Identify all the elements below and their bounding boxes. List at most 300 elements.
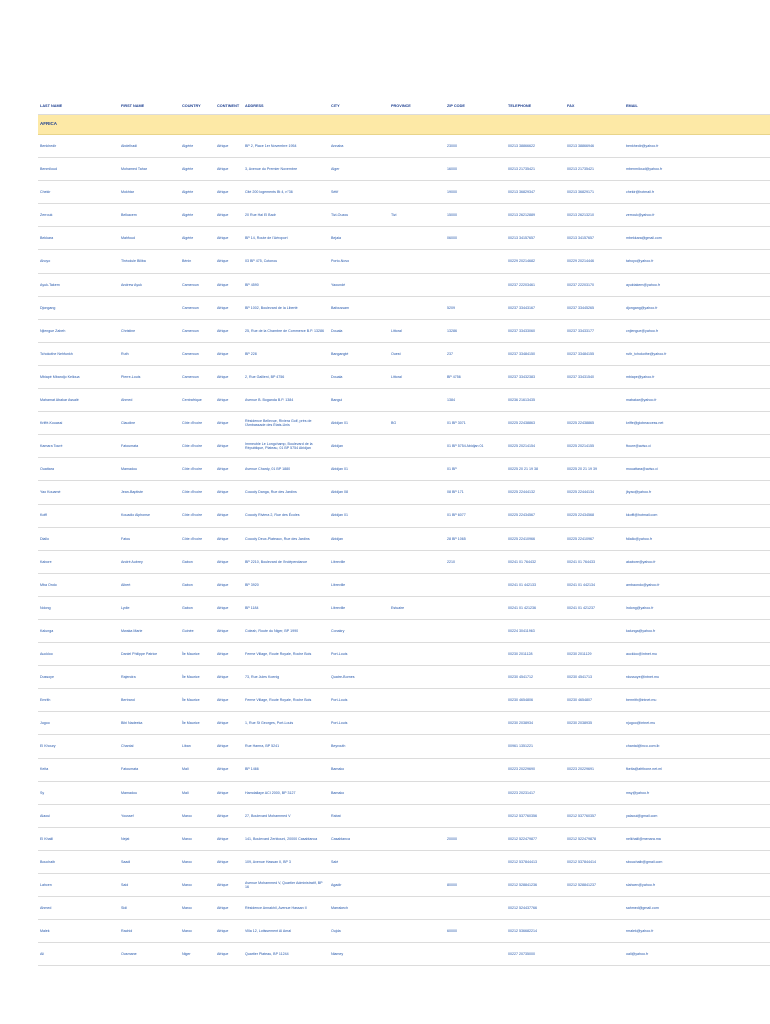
cell-province: [389, 527, 445, 550]
cell-country: Cameroun: [180, 342, 215, 365]
cell-continent: Afrique: [215, 435, 243, 458]
table-row: [38, 874, 770, 897]
cell-last-name: Auckloo: [38, 643, 119, 666]
cell-address: Immeuble Le Longchamp, Boulevard de la République, Plateau, 01 BP 5754 Abidjan: [243, 435, 329, 458]
cell-city: Abidjan: [329, 527, 389, 550]
cell-telephone: 00237 33432383: [506, 365, 565, 388]
cell-telephone: 00230 2011128: [506, 643, 565, 666]
cell-address: Avenue Mohammed V, Quartier Administratif, BP 16: [243, 874, 329, 897]
cell-continent: Afrique: [215, 874, 243, 897]
table-row: [38, 689, 770, 712]
cell-continent: Afrique: [215, 204, 243, 227]
cell-last-name: Diallo: [38, 527, 119, 550]
cell-first-name: Sidi: [119, 897, 180, 920]
cell-address: 03 BP 475, Cotonou: [243, 250, 329, 273]
cell-last-name: Tchokothe Nehfunkh: [38, 342, 119, 365]
cell-zip-code: 237: [445, 342, 506, 365]
cell-continent: Afrique: [215, 319, 243, 342]
cell-address: Ferme Village, Route Royale, Roche Bois: [243, 643, 329, 666]
cell-last-name: Koffi: [38, 504, 119, 527]
cell-fax: 00237 33484155: [565, 342, 624, 365]
contacts-table: [38, 98, 770, 966]
cell-first-name: Mohamed Tahar: [119, 158, 180, 181]
cell-continent: Afrique: [215, 943, 243, 966]
cell-first-name: Bibi Nadeeka: [119, 712, 180, 735]
cell-province: BG: [389, 412, 445, 435]
cell-zip-code: [445, 273, 506, 296]
cell-email: tahoyo@yahoo.fr: [624, 250, 770, 273]
table-row: [38, 943, 770, 966]
cell-province: [389, 804, 445, 827]
cell-zip-code: 08 BP 171: [445, 481, 506, 504]
cell-last-name: Keita: [38, 758, 119, 781]
cell-fax: 00223 20229691: [565, 758, 624, 781]
cell-address: BP 1002, Boulevard de la Liberté: [243, 296, 329, 319]
header-city: CITY: [329, 98, 389, 115]
cell-telephone: 00241 01 442133: [506, 573, 565, 596]
cell-address: BP 4590: [243, 273, 329, 296]
cell-address: 2, Rue Gallieni, BP 4756: [243, 365, 329, 388]
cell-country: Maroc: [180, 827, 215, 850]
cell-telephone: 00213 38866622: [506, 135, 565, 158]
table-row: [38, 181, 770, 204]
cell-fax: 00213 38866946: [565, 135, 624, 158]
cell-first-name: Saadi: [119, 850, 180, 873]
cell-last-name: Kalunga: [38, 619, 119, 642]
table-row: [38, 365, 770, 388]
table-row: [38, 850, 770, 873]
cell-fax: 00237 22203170: [565, 273, 624, 296]
cell-address: 1, Rue St Georges, Port-Louis: [243, 712, 329, 735]
cell-telephone: 00225 22438863: [506, 412, 565, 435]
cell-zip-code: [445, 897, 506, 920]
cell-address: BP 1466: [243, 758, 329, 781]
cell-last-name: Benmiloud: [38, 158, 119, 181]
cell-first-name: Said: [119, 874, 180, 897]
cell-fax: 00225 22434568: [565, 504, 624, 527]
cell-telephone: 00227 20735000: [506, 943, 565, 966]
cell-zip-code: [445, 735, 506, 758]
cell-last-name: Chekir: [38, 181, 119, 204]
cell-email: lndong@yahoo.fr: [624, 596, 770, 619]
cell-continent: Afrique: [215, 135, 243, 158]
cell-fax: 00229 20214446: [565, 250, 624, 273]
cell-first-name: Pierre-Louis: [119, 365, 180, 388]
cell-province: [389, 758, 445, 781]
cell-email: fkeita@afribone.net.ml: [624, 758, 770, 781]
cell-fax: [565, 735, 624, 758]
cell-continent: Afrique: [215, 550, 243, 573]
cell-country: Bénin: [180, 250, 215, 273]
cell-zip-code: BP 4756: [445, 365, 506, 388]
cell-city: Quatre-Bornes: [329, 666, 389, 689]
cell-country: Côte d'Ivoire: [180, 412, 215, 435]
cell-zip-code: 80000: [445, 874, 506, 897]
cell-province: [389, 550, 445, 573]
cell-telephone: 00213 21735421: [506, 158, 565, 181]
cell-continent: Afrique: [215, 712, 243, 735]
cell-address: Avenue B. Boganda B.P. 1384: [243, 389, 329, 412]
cell-telephone: 00229 20214682: [506, 250, 565, 273]
cell-first-name: Abdelhadi: [119, 135, 180, 158]
cell-email: sahmed@gmail.com: [624, 897, 770, 920]
cell-address: Cocody Danga, Rue des Jardins: [243, 481, 329, 504]
cell-city: Bamako: [329, 781, 389, 804]
cell-country: Gabon: [180, 596, 215, 619]
cell-city: Conakry: [329, 619, 389, 642]
cell-zip-code: 20000: [445, 827, 506, 850]
cell-last-name: Kriffé-Kouassi: [38, 412, 119, 435]
cell-email: mbekkara@gmail.com: [624, 227, 770, 250]
cell-country: Niger: [180, 943, 215, 966]
cell-fax: 00230 4654807: [565, 689, 624, 712]
cell-first-name: Lydie: [119, 596, 180, 619]
cell-province: [389, 689, 445, 712]
cell-email: akabore@yahoo.fr: [624, 550, 770, 573]
cell-fax: 00212 537760357: [565, 804, 624, 827]
cell-country: Algérie: [180, 158, 215, 181]
cell-address: Hamdallaye ACI 2000, BP 3127: [243, 781, 329, 804]
cell-province: [389, 666, 445, 689]
cell-telephone: 00225 22434567: [506, 504, 565, 527]
cell-zip-code: [445, 619, 506, 642]
cell-last-name: Ahoyo: [38, 250, 119, 273]
cell-city: Oujda: [329, 920, 389, 943]
table-row: [38, 666, 770, 689]
cell-email: msy@yahoo.fr: [624, 781, 770, 804]
cell-first-name: Kouadio Alphonse: [119, 504, 180, 527]
cell-telephone: 00213 34157657: [506, 227, 565, 250]
cell-fax: [565, 619, 624, 642]
cell-email: ambaondo@yahoo.fr: [624, 573, 770, 596]
cell-zip-code: 5209: [445, 296, 506, 319]
cell-fax: 00213 26213210: [565, 204, 624, 227]
region-row: [38, 115, 770, 135]
cell-last-name: Kabore: [38, 550, 119, 573]
cell-zip-code: [445, 573, 506, 596]
cell-continent: Afrique: [215, 666, 243, 689]
cell-first-name: Mamadou: [119, 781, 180, 804]
cell-fax: 00213 21735421: [565, 158, 624, 181]
cell-last-name: Ndong: [38, 596, 119, 619]
cell-fax: 00230 2038935: [565, 712, 624, 735]
header-last-name: LAST NAME: [38, 98, 119, 115]
cell-address: 25, Rue de la Chambre de Commerce B.P. 13286: [243, 319, 329, 342]
cell-city: Bangangté: [329, 342, 389, 365]
cell-address: Quartier Plateau, BP 11244: [243, 943, 329, 966]
cell-first-name: Albert: [119, 573, 180, 596]
table-row: [38, 319, 770, 342]
table-row: [38, 458, 770, 481]
cell-city: Libreville: [329, 573, 389, 596]
table-row: [38, 527, 770, 550]
cell-telephone: 00961 1351221: [506, 735, 565, 758]
cell-first-name: Mokhtar: [119, 181, 180, 204]
cell-address: Rue Hamra, BP 5241: [243, 735, 329, 758]
cell-city: Annaba: [329, 135, 389, 158]
cell-telephone: 00225 20214154: [506, 435, 565, 458]
cell-address: Cocody Riviera 2, Rue des Écoles: [243, 504, 329, 527]
cell-email: slahcen@yahoo.fr: [624, 874, 770, 897]
cell-telephone: 00225 22410966: [506, 527, 565, 550]
cell-country: Liban: [180, 735, 215, 758]
cell-telephone: 00224 30411963: [506, 619, 565, 642]
cell-zip-code: [445, 943, 506, 966]
cell-last-name: Zerrouk: [38, 204, 119, 227]
cell-telephone: 00212 537760356: [506, 804, 565, 827]
cell-zip-code: [445, 804, 506, 827]
header-address: ADDRESS: [243, 98, 329, 115]
cell-province: [389, 897, 445, 920]
cell-province: [389, 250, 445, 273]
cell-continent: Afrique: [215, 504, 243, 527]
cell-city: Agadir: [329, 874, 389, 897]
cell-zip-code: [445, 781, 506, 804]
cell-province: Ouest: [389, 342, 445, 365]
table-row: [38, 135, 770, 158]
cell-province: [389, 874, 445, 897]
cell-zip-code: 15000: [445, 204, 506, 227]
cell-zip-code: [445, 689, 506, 712]
cell-zip-code: 19000: [445, 181, 506, 204]
cell-last-name: Djongang: [38, 296, 119, 319]
cell-last-name: El Khoury: [38, 735, 119, 758]
table-row: [38, 596, 770, 619]
cell-city: Libreville: [329, 596, 389, 619]
cell-province: [389, 573, 445, 596]
cell-province: [389, 781, 445, 804]
cell-continent: Afrique: [215, 689, 243, 712]
table-row: [38, 804, 770, 827]
cell-country: Algérie: [180, 204, 215, 227]
cell-fax: 00241 01 764433: [565, 550, 624, 573]
cell-country: Côte d'Ivoire: [180, 527, 215, 550]
region-label: AFRICA: [38, 115, 770, 135]
cell-last-name: Yao Kouamé: [38, 481, 119, 504]
table-row: [38, 781, 770, 804]
cell-zip-code: [445, 666, 506, 689]
cell-zip-code: 16000: [445, 158, 506, 181]
cell-fax: 00230 4541713: [565, 666, 624, 689]
cell-last-name: Kamara Touré: [38, 435, 119, 458]
cell-city: Bafoussam: [329, 296, 389, 319]
cell-telephone: 00212 536682214: [506, 920, 565, 943]
cell-telephone: 00213 36829347: [506, 181, 565, 204]
cell-province: Littoral: [389, 319, 445, 342]
cell-address: Ferme Village, Route Royale, Roche Bois: [243, 689, 329, 712]
cell-province: [389, 435, 445, 458]
cell-country: Île Maurice: [180, 689, 215, 712]
header-fax: FAX: [565, 98, 624, 115]
cell-continent: Afrique: [215, 643, 243, 666]
cell-email: ayuktakem@yahoo.fr: [624, 273, 770, 296]
cell-last-name: Alaoui: [38, 804, 119, 827]
table-row: [38, 712, 770, 735]
cell-city: Port-Louis: [329, 712, 389, 735]
cell-zip-code: 28 BP 1065: [445, 527, 506, 550]
cell-fax: 00237 33445265: [565, 296, 624, 319]
cell-email: oali@yahoo.fr: [624, 943, 770, 966]
table-row: [38, 550, 770, 573]
cell-country: Maroc: [180, 897, 215, 920]
cell-first-name: Ahmed: [119, 389, 180, 412]
cell-first-name: Nejat: [119, 827, 180, 850]
cell-fax: [565, 781, 624, 804]
cell-zip-code: 06000: [445, 227, 506, 250]
cell-city: Abidjan: [329, 435, 389, 458]
cell-city: Abidjan 01: [329, 458, 389, 481]
cell-country: Cameroun: [180, 296, 215, 319]
cell-last-name: Jugoo: [38, 712, 119, 735]
cell-last-name: Dussoye: [38, 666, 119, 689]
table-row: [38, 573, 770, 596]
header-telephone: TELEPHONE: [506, 98, 565, 115]
table-row: [38, 250, 770, 273]
cell-email: ruth_tchokothe@yahoo.fr: [624, 342, 770, 365]
cell-last-name: Mahamat Abakar Assalé: [38, 389, 119, 412]
cell-province: Estuaire: [389, 596, 445, 619]
table-row: [38, 296, 770, 319]
cell-province: [389, 227, 445, 250]
table-row: [38, 643, 770, 666]
cell-continent: Afrique: [215, 481, 243, 504]
cell-continent: Afrique: [215, 527, 243, 550]
table-row: [38, 227, 770, 250]
cell-address: BP 2210, Boulevard de l'Indépendance: [243, 550, 329, 573]
cell-province: Littoral: [389, 365, 445, 388]
table-row: [38, 158, 770, 181]
cell-continent: Afrique: [215, 181, 243, 204]
cell-fax: 00213 34157657: [565, 227, 624, 250]
cell-country: Gabon: [180, 573, 215, 596]
cell-province: [389, 181, 445, 204]
cell-fax: 00241 01 442134: [565, 573, 624, 596]
cell-country: Maroc: [180, 920, 215, 943]
cell-email: chekir@hotmail.fr: [624, 181, 770, 204]
cell-first-name: Mahfoud: [119, 227, 180, 250]
cell-city: Abidjan 01: [329, 504, 389, 527]
cell-first-name: Fatoumata: [119, 435, 180, 458]
cell-first-name: Ousmane: [119, 943, 180, 966]
cell-province: [389, 943, 445, 966]
cell-email: cnjiengue@yahoo.fr: [624, 319, 770, 342]
cell-address: BP 228: [243, 342, 329, 365]
cell-country: Guinée: [180, 619, 215, 642]
cell-first-name: Fatou: [119, 527, 180, 550]
cell-zip-code: [445, 712, 506, 735]
cell-last-name: Benkhedir: [38, 135, 119, 158]
cell-address: Résidence Annakhil, Avenue Hassan II: [243, 897, 329, 920]
cell-first-name: Fatoumata: [119, 758, 180, 781]
table-row: [38, 342, 770, 365]
cell-country: Maroc: [180, 804, 215, 827]
cell-first-name: Chantal: [119, 735, 180, 758]
cell-fax: 00213 36829171: [565, 181, 624, 204]
cell-continent: Afrique: [215, 781, 243, 804]
cell-continent: Afrique: [215, 389, 243, 412]
cell-continent: Afrique: [215, 412, 243, 435]
cell-telephone: 00230 4541712: [506, 666, 565, 689]
cell-first-name: Ruth: [119, 342, 180, 365]
cell-country: Gabon: [180, 550, 215, 573]
cell-telephone: 00212 522479877: [506, 827, 565, 850]
cell-last-name: Malek: [38, 920, 119, 943]
cell-continent: Afrique: [215, 250, 243, 273]
cell-city: Bejaia: [329, 227, 389, 250]
cell-last-name: Njiengue Zabeh: [38, 319, 119, 342]
cell-telephone: 00236 21613435: [506, 389, 565, 412]
header-row: [38, 98, 770, 115]
cell-province: [389, 850, 445, 873]
cell-last-name: Ahmed: [38, 897, 119, 920]
cell-fax: 00225 20 21 19 39: [565, 458, 624, 481]
cell-email: yalaoui@gmail.com: [624, 804, 770, 827]
cell-fax: 00212 537844414: [565, 850, 624, 873]
cell-email: jbyao@yahoo.fr: [624, 481, 770, 504]
cell-last-name: Mbiapé Mbandjo Kelloua: [38, 365, 119, 388]
cell-first-name: Daniel Philippe Patrice: [119, 643, 180, 666]
cell-telephone: 00241 01 421236: [506, 596, 565, 619]
table-row: [38, 504, 770, 527]
cell-email: zerrouk@yahoo.fr: [624, 204, 770, 227]
cell-email: auckloo@intnet.mu: [624, 643, 770, 666]
cell-email: mbiape@yahoo.fr: [624, 365, 770, 388]
cell-telephone: 00237 33443167: [506, 296, 565, 319]
cell-last-name: Bouchaib: [38, 850, 119, 873]
cell-province: [389, 920, 445, 943]
cell-continent: Afrique: [215, 296, 243, 319]
cell-city: Beyrouth: [329, 735, 389, 758]
table-row: [38, 204, 770, 227]
cell-continent: Afrique: [215, 897, 243, 920]
cell-first-name: Youssef: [119, 804, 180, 827]
cell-continent: Afrique: [215, 365, 243, 388]
cell-continent: Afrique: [215, 619, 243, 642]
cell-province: [389, 504, 445, 527]
cell-first-name: Rajendra: [119, 666, 180, 689]
cell-address: BP 3920: [243, 573, 329, 596]
cell-telephone: 00237 33433060: [506, 319, 565, 342]
cell-first-name: Claudine: [119, 412, 180, 435]
cell-fax: 00225 20214155: [565, 435, 624, 458]
cell-city: Marrakech: [329, 897, 389, 920]
header-country: COUNTRY: [180, 98, 215, 115]
cell-zip-code: 01 BP: [445, 458, 506, 481]
cell-email: nelkhalil@menara.ma: [624, 827, 770, 850]
cell-fax: 00237 33433177: [565, 319, 624, 342]
cell-email: chantal@inco.com.lb: [624, 735, 770, 758]
cell-fax: 00225 22444134: [565, 481, 624, 504]
cell-city: Douala: [329, 319, 389, 342]
cell-continent: Afrique: [215, 804, 243, 827]
cell-address: Cocody Deux-Plateaux, Rue des Jardins: [243, 527, 329, 550]
cell-first-name: Mwaka Marie: [119, 619, 180, 642]
cell-first-name: André Aubrey: [119, 550, 180, 573]
cell-continent: Afrique: [215, 758, 243, 781]
cell-country: Côte d'Ivoire: [180, 504, 215, 527]
cell-city: Sétif: [329, 181, 389, 204]
cell-country: Cameroun: [180, 365, 215, 388]
table-row: [38, 827, 770, 850]
cell-continent: Afrique: [215, 227, 243, 250]
cell-country: Mali: [180, 758, 215, 781]
cell-last-name: El Khalil: [38, 827, 119, 850]
cell-zip-code: [445, 643, 506, 666]
cell-fax: 00237 33431540: [565, 365, 624, 388]
cell-address: 27, Boulevard Mohammed V: [243, 804, 329, 827]
cell-city: Casablanca: [329, 827, 389, 850]
cell-telephone: 00225 22444132: [506, 481, 565, 504]
